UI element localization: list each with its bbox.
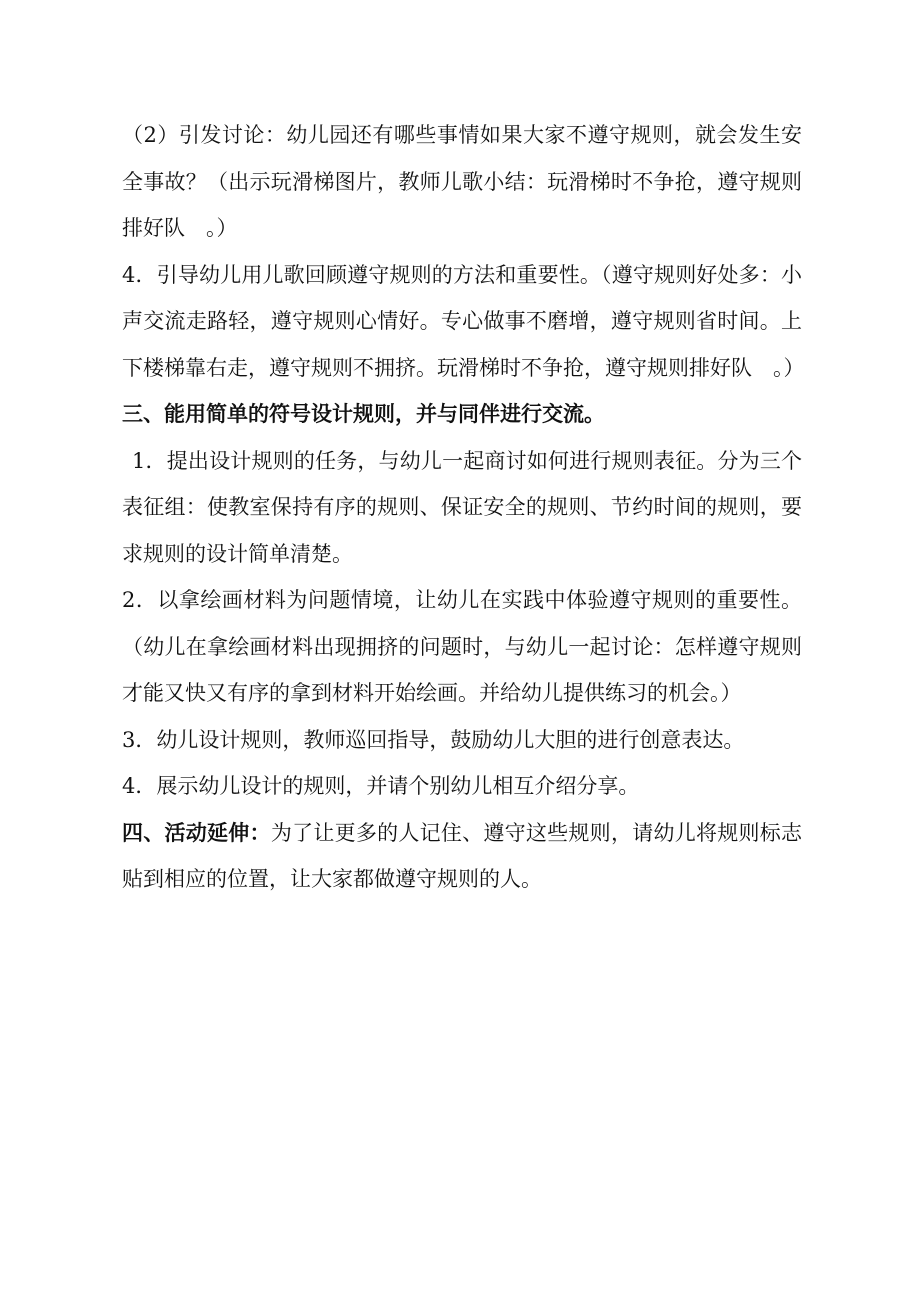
paragraph-step-1-design: 1．提出设计规则的任务，与幼儿一起商讨如何进行规则表征。分为三个表征组：使教室保持有序的规则、保证安全的规则、节约时间的规则，要求规则的设计简单清楚。 bbox=[122, 448, 802, 566]
paragraph-step-4-song: 4．引导幼儿用儿歌回顾遵守规则的方法和重要性。（遵守规则好处多：小声交流走路轻，遵守规则心情好。专心做事不磨增，遵守规则省时间。上下楼梯靠右走，遵守规则不拥挤。玩滑梯时不争抢，遵守规则排好队 。） bbox=[122, 262, 805, 380]
paragraph-step-4-share: 4．展示幼儿设计的规则，并请个别幼儿相互介绍分享。 bbox=[122, 774, 640, 798]
paragraph-step-3-guidance: 3．幼儿设计规则，教师巡回指导，鼓励幼儿大胆的进行创意表达。 bbox=[122, 727, 745, 752]
extension-text: 为了让更多的人记住、遵守这些规则，请幼儿将规则标志贴到相应的位置，让大家都做遵守规则的人。 bbox=[122, 820, 803, 891]
paragraph-discussion: （2）引发讨论：幼儿园还有哪些事情如果大家不遵守规则，就会发生安全事故？（出示玩滑梯图片，教师儿歌小结：玩滑梯时不争抢，遵守规则排好队 。） bbox=[122, 123, 802, 240]
section-heading-3: 三、能用简单的符号设计规则，并与同伴进行交流。 bbox=[122, 402, 605, 426]
paragraph-step-2-practice: 2．以拿绘画材料为问题情境，让幼儿在实践中体验遵守规则的重要性。（幼儿在拿绘画材料出现拥挤的问题时，与幼儿一起讨论：怎样遵守规则才能又快又有序的拿到材料开始绘画。并给幼儿提供练习的机会。） bbox=[122, 588, 802, 705]
document-body bbox=[122, 112, 805, 903]
paragraph-extension bbox=[122, 810, 802, 903]
section-heading-4: 四、活动延伸： bbox=[122, 820, 271, 845]
